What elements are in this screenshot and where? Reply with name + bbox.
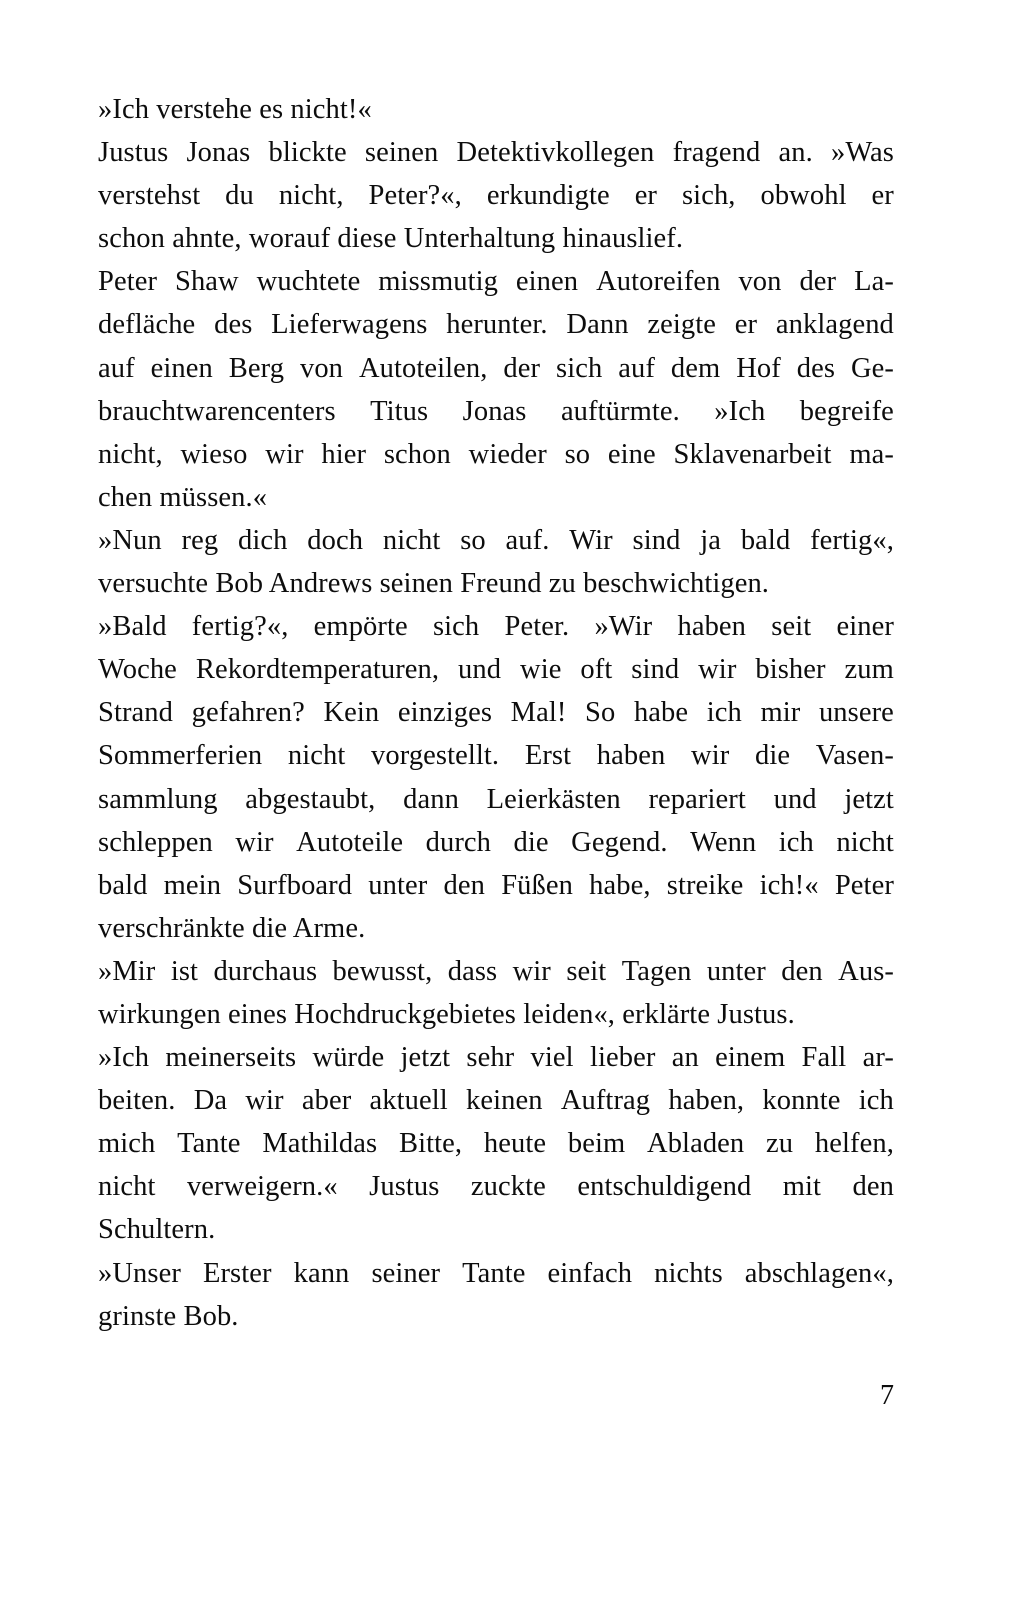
text-line: verstehst du nicht, Peter?«, erkundigte er sich, obwohl er — [98, 180, 894, 212]
text-line: versuchte Bob Andrews seinen Freund zu beschwichtigen. — [98, 568, 770, 600]
text-line: Justus Jonas blickte seinen Detektivkollegen fragend an. »Was — [98, 137, 894, 169]
paragraph — [98, 1036, 894, 1251]
paragraph — [98, 519, 894, 605]
text-line: wirkungen eines Hochdruckgebietes leiden«, erklärte Justus. — [98, 998, 795, 1030]
text-line: »Ich verstehe es nicht!« — [98, 94, 372, 125]
text-line: beiten. Da wir aber aktuell keinen Auftrag haben, konnte ich — [98, 1085, 894, 1117]
text-line: auf einen Berg von Autoteilen, der sich auf dem Hof des Ge- — [98, 352, 894, 384]
paragraph — [98, 88, 894, 131]
paragraph — [98, 605, 894, 950]
text-line: defläche des Lieferwagens herunter. Dann zeigte er anklagend — [98, 309, 894, 341]
text-line: nicht, wieso wir hier schon wieder so eine Sklavenarbeit ma- — [98, 438, 894, 470]
text-line: »Unser Erster kann seiner Tante einfach nichts abschlagen«, — [98, 1257, 894, 1289]
text-line: Woche Rekordtemperaturen, und wie oft sind wir bisher zum — [98, 654, 894, 686]
paragraph — [98, 1252, 894, 1338]
text-line: »Mir ist durchaus bewusst, dass wir seit Tagen unter den Aus- — [98, 955, 894, 987]
paragraph — [98, 260, 894, 519]
text-line: grinste Bob. — [98, 1300, 239, 1332]
text-line: Sommerferien nicht vorgestellt. Erst haben wir die Vasen- — [98, 740, 894, 772]
text-line: verschränkte die Arme. — [98, 912, 366, 944]
text-line: mich Tante Mathildas Bitte, heute beim Abladen zu helfen, — [98, 1128, 894, 1160]
text-line: Schultern. — [98, 1214, 216, 1246]
paragraph — [98, 131, 894, 260]
page-text-block — [98, 88, 894, 1338]
paragraph — [98, 950, 894, 1036]
text-line: nicht verweigern.« Justus zuckte entschuldigend mit den — [98, 1171, 894, 1203]
text-line: Strand gefahren? Kein einziges Mal! So habe ich mir unsere — [98, 697, 894, 729]
text-line: »Bald fertig?«, empörte sich Peter. »Wir haben seit einer — [98, 611, 894, 643]
text-line: »Ich meinerseits würde jetzt sehr viel lieber an einem Fall ar- — [98, 1042, 894, 1074]
text-line: »Nun reg dich doch nicht so auf. Wir sind ja bald fertig«, — [98, 524, 894, 556]
text-line: Peter Shaw wuchtete missmutig einen Autoreifen von der La- — [98, 266, 894, 298]
text-line: sammlung abgestaubt, dann Leierkästen repariert und jetzt — [98, 783, 894, 815]
text-line: chen müssen.« — [98, 481, 268, 513]
text-line: brauchtwarencenters Titus Jonas auftürmte. »Ich begreife — [98, 395, 894, 427]
page-number: 7 — [880, 1380, 894, 1411]
text-line: bald mein Surfboard unter den Füßen habe, streike ich!« Peter — [98, 869, 894, 901]
text-line: schon ahnte, worauf diese Unterhaltung hinauslief. — [98, 223, 684, 255]
text-line: schleppen wir Autoteile durch die Gegend. Wenn ich nicht — [98, 826, 894, 858]
